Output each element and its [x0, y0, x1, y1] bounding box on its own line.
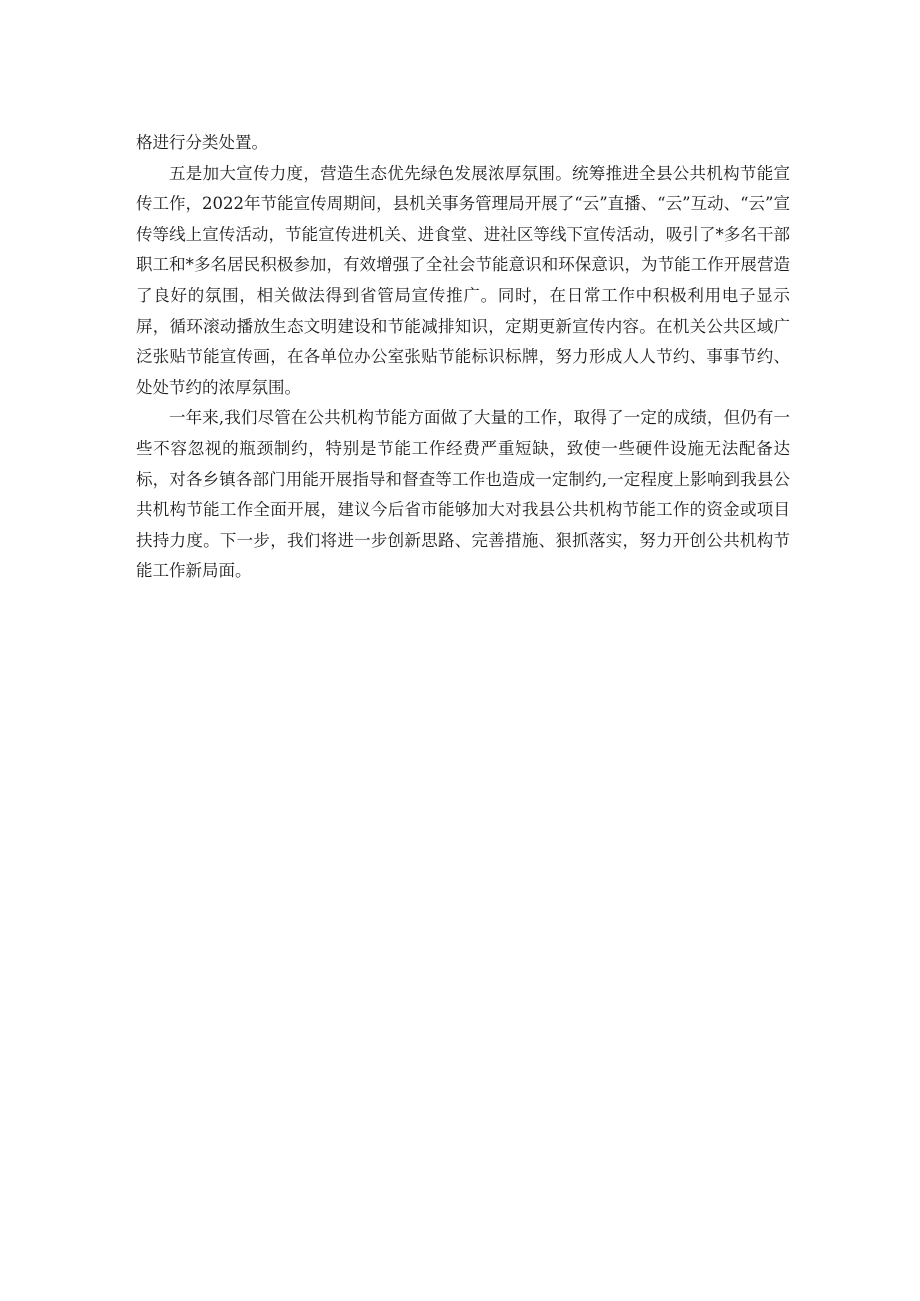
paragraph-publicity: 五是加大宣传力度，营造生态优先绿色发展浓厚氛围。统筹推进全县公共机构节能宣传工作，2022年节能宣传周期间，县机关事务管理局开展了“云”直播、“云”互动、“云”宣传等线上宣传活动，节能宣传进机关、进食堂、进社区等线下宣传活动，吸引了*多名干部职工和*多名居民积极参加，有效增强了全社会节能意识和环保意识，为节能工作开展营造了良好的氛围，相关做法得到省管局宣传推广。同时，在日常工作中积极利用电子显示屏，循环滚动播放生态文明建设和节能减排知识，定期更新宣传内容。在机关公共区域广泛张贴节能宣传画，在各单位办公室张贴节能标识标牌，努力形成人人节约、事事节约、处处节约的浓厚氛围。	[136, 163, 790, 397]
paragraph-summary: 一年来,我们尽管在公共机构节能方面做了大量的工作，取得了一定的成绩，但仍有一些不容忽视的瓶颈制约，特别是节能工作经费严重短缺，致使一些硬件设施无法配备达标，对各乡镇各部门用能开展指导和督查等工作也造成一定制约,一定程度上影响到我县公共机构节能工作全面开展，建议今后省市能够加大对我县公共机构节能工作的资金或项目扶持力度。下一步，我们将进一步创新思路、完善措施、狠抓落实，努力开创公共机构节能工作新局面。	[136, 408, 790, 581]
document-body	[136, 128, 790, 587]
paragraph-continuation: 格进行分类处置。	[136, 133, 268, 152]
